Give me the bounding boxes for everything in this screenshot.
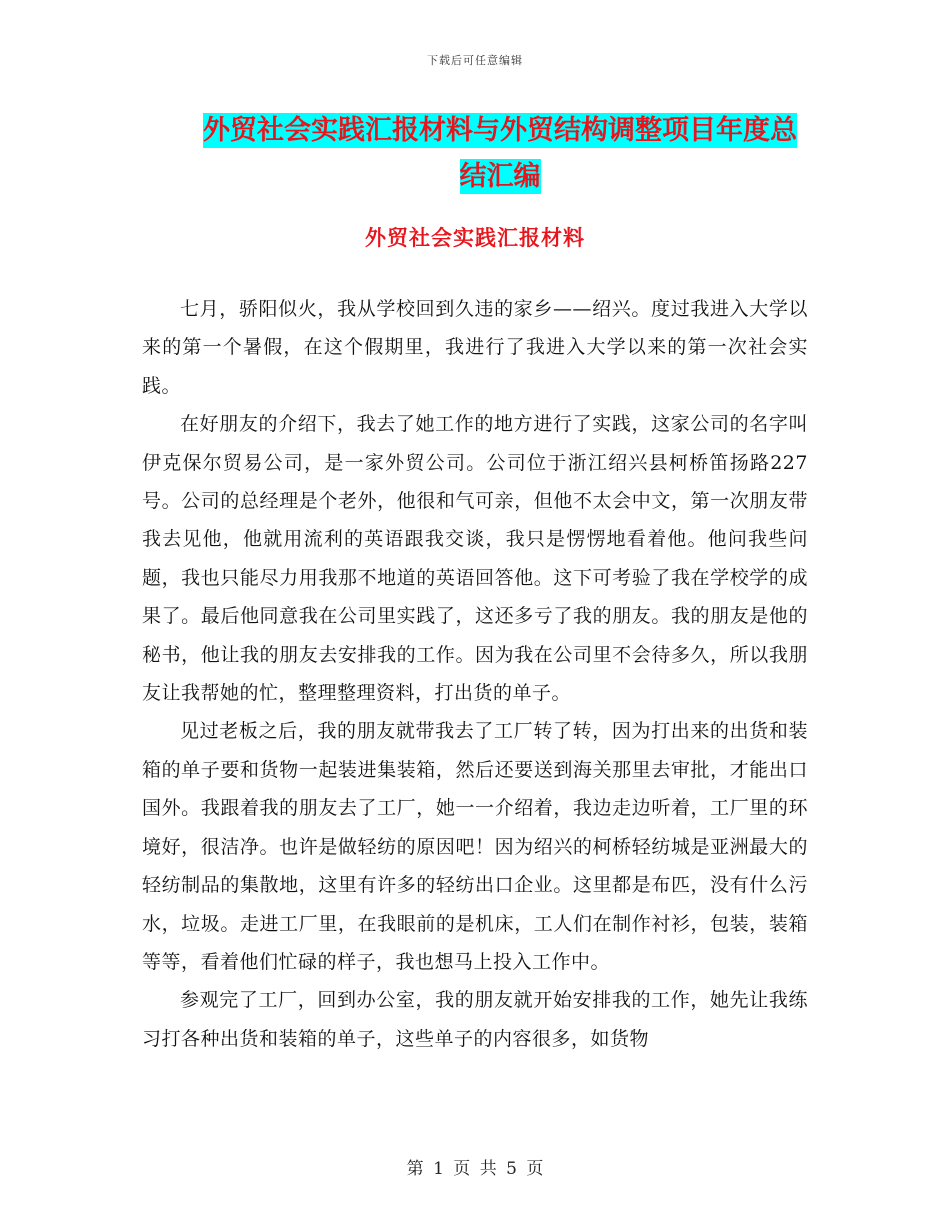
page-number: 第 1 页 共 5 页 bbox=[406, 1159, 544, 1179]
paragraph: 见过老板之后，我的朋友就带我去了工厂转了转，因为打出来的出货和装箱的单子要和货物一起装进集装箱，然后还要送到海关那里去审批，才能出口国外。我跟着我的朋友去了工厂，她一一介绍着，我边走边听着，工厂里的环境好，很洁净。也许是做轻纺的原因吧！因为绍兴的柯桥轻纺城是亚洲最大的轻纺制品的集散地，这里有许多的轻纺出口企业。这里都是布匹，没有什么污水，垃圾。走进工厂里，在我眼前的是机床，工人们在制作衬衫，包装，装箱等等，看着他们忙碌的样子，我也想马上投入工作中。 bbox=[142, 720, 808, 973]
section-title: 外贸社会实践汇报材料 bbox=[365, 225, 585, 250]
paragraph: 在好朋友的介绍下，我去了她工作的地方进行了实践，这家公司的名字叫伊克保尔贸易公司，是一家外贸公司。公司位于浙江绍兴县柯桥笛扬路227号。公司的总经理是个老外，他很和气可亲，但他不太会中文，第一次朋友带我去见他，他就用流利的英语跟我交谈，我只是愣愣地看着他。他问我些问题，我也只能尽力用我那不地道的英语回答他。这下可考验了我在学校学的成果了。最后他同意我在公司里实践了，这还多亏了我的朋友。我的朋友是他的秘书，他让我的朋友去安排我的工作。因为我在公司里不会待多久，所以我朋友让我帮她的忙，整理整理资料，打出货的单子。 bbox=[142, 413, 808, 705]
page-header-note: 下载后可任意编辑 bbox=[427, 54, 523, 67]
document-title-text: 外贸社会实践汇报材料与外贸结构调整项目年度总结汇编 bbox=[203, 115, 797, 192]
paragraph: 参观完了工厂，回到办公室，我的朋友就开始安排我的工作，她先让我练习打各种出货和装箱的单子，这些单子的内容很多，如货物 bbox=[142, 989, 808, 1050]
paragraph: 七月，骄阳似火，我从学校回到久违的家乡——绍兴。度过我进入大学以来的第一个暑假，在这个假期里，我进行了我进入大学以来的第一次社会实践。 bbox=[142, 298, 808, 397]
document-body bbox=[142, 290, 808, 1058]
document-title bbox=[190, 108, 810, 200]
